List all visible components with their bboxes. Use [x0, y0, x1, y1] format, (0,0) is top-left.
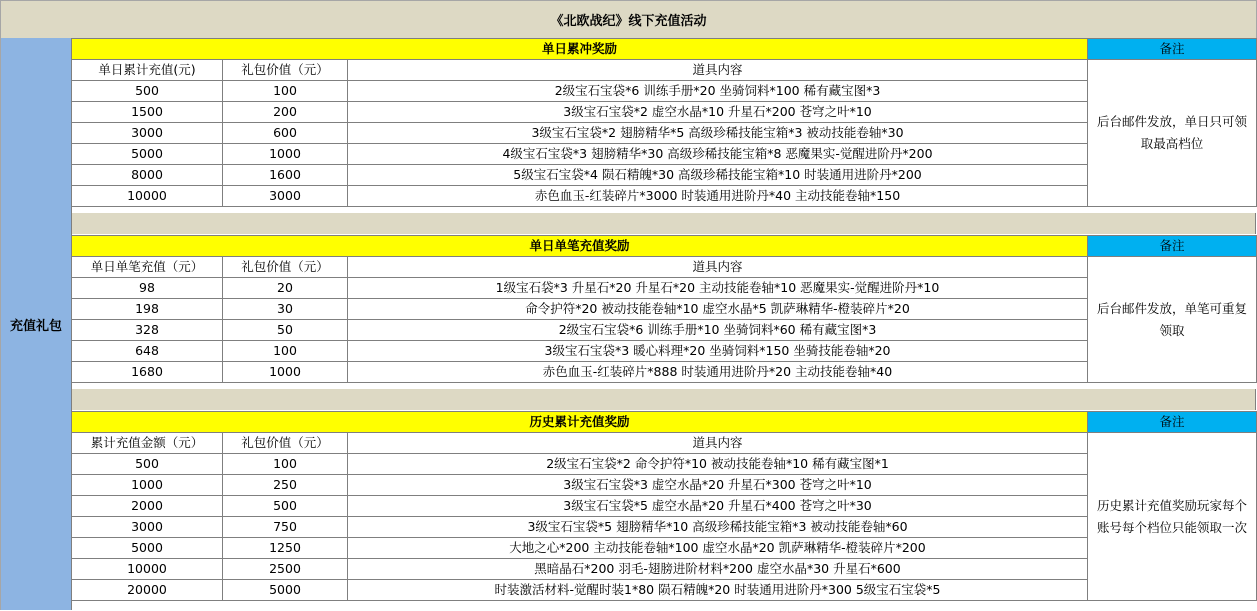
section-title[interactable]: 单日累冲奖励 — [72, 39, 1088, 60]
cell-value[interactable]: 3000 — [223, 186, 348, 207]
cell-value[interactable]: 50 — [223, 320, 348, 341]
table-row — [72, 320, 1257, 341]
cell-amount[interactable]: 2000 — [72, 496, 223, 517]
cell-amount[interactable]: 1680 — [72, 362, 223, 383]
cell-items[interactable]: 2级宝石宝袋*6 训练手册*20 坐骑饲料*100 稀有藏宝图*3 — [348, 81, 1088, 102]
column-header[interactable]: 礼包价值（元） — [223, 257, 348, 278]
spacer-row — [71, 213, 1256, 234]
cell-items[interactable]: 3级宝石宝袋*2 翅膀精华*5 高级珍稀技能宝箱*3 被动技能卷轴*30 — [348, 123, 1088, 144]
note-cell[interactable]: 历史累计充值奖励玩家每个账号每个档位只能领取一次 — [1088, 433, 1257, 601]
note-cell[interactable]: 后台邮件发放，单笔可重复领取 — [1088, 257, 1257, 383]
column-header[interactable]: 道具内容 — [348, 60, 1088, 81]
column-header[interactable]: 道具内容 — [348, 257, 1088, 278]
cell-items[interactable]: 5级宝石宝袋*4 陨石精魄*30 高级珍稀技能宝箱*10 时装通用进阶丹*200 — [348, 165, 1088, 186]
cell-value[interactable]: 1250 — [223, 538, 348, 559]
table-row — [72, 580, 1257, 601]
cell-amount[interactable]: 5000 — [72, 144, 223, 165]
table-row — [72, 123, 1257, 144]
table-row — [72, 278, 1257, 299]
table-row — [72, 559, 1257, 580]
page-title[interactable]: 《北欧战纪》线下充值活动 — [0, 0, 1257, 39]
cell-amount[interactable]: 8000 — [72, 165, 223, 186]
cell-value[interactable]: 100 — [223, 81, 348, 102]
cell-amount[interactable]: 98 — [72, 278, 223, 299]
note-header[interactable]: 备注 — [1088, 236, 1257, 257]
cell-items[interactable]: 大地之心*200 主动技能卷轴*100 虚空水晶*20 凯萨琳精华-橙装碎片*200 — [348, 538, 1088, 559]
cell-amount[interactable]: 1500 — [72, 102, 223, 123]
column-header[interactable]: 道具内容 — [348, 433, 1088, 454]
cell-amount[interactable]: 500 — [72, 454, 223, 475]
cell-items[interactable]: 3级宝石宝袋*2 虚空水晶*10 升星石*200 苍穹之叶*10 — [348, 102, 1088, 123]
table-row — [72, 517, 1257, 538]
cell-items[interactable]: 3级宝石宝袋*5 虚空水晶*20 升星石*400 苍穹之叶*30 — [348, 496, 1088, 517]
cell-amount[interactable]: 10000 — [72, 559, 223, 580]
column-header[interactable]: 单日单笔充值（元） — [72, 257, 223, 278]
table-row — [72, 102, 1257, 123]
cell-items[interactable]: 命令护符*20 被动技能卷轴*10 虚空水晶*5 凯萨琳精华-橙装碎片*20 — [348, 299, 1088, 320]
cell-value[interactable]: 5000 — [223, 580, 348, 601]
cell-items[interactable]: 赤色血玉-红装碎片*888 时装通用进阶丹*20 主动技能卷轴*40 — [348, 362, 1088, 383]
cell-value[interactable]: 1600 — [223, 165, 348, 186]
cell-amount[interactable]: 328 — [72, 320, 223, 341]
cell-value[interactable]: 1000 — [223, 362, 348, 383]
section-single-recharge — [71, 235, 1256, 383]
cell-amount[interactable]: 1000 — [72, 475, 223, 496]
cell-value[interactable]: 250 — [223, 475, 348, 496]
column-header[interactable]: 累计充值金额（元） — [72, 433, 223, 454]
cell-value[interactable]: 750 — [223, 517, 348, 538]
note-header[interactable]: 备注 — [1088, 39, 1257, 60]
cell-value[interactable]: 20 — [223, 278, 348, 299]
note-header[interactable]: 备注 — [1088, 412, 1257, 433]
spacer-row — [71, 389, 1256, 410]
cell-amount[interactable]: 20000 — [72, 580, 223, 601]
table-row — [72, 475, 1257, 496]
cell-amount[interactable]: 198 — [72, 299, 223, 320]
cell-amount[interactable]: 500 — [72, 81, 223, 102]
side-category-label[interactable]: 充值礼包 — [0, 38, 72, 610]
cell-items[interactable]: 4级宝石宝袋*3 翅膀精华*30 高级珍稀技能宝箱*8 恶魔果实-觉醒进阶丹*200 — [348, 144, 1088, 165]
cell-items[interactable]: 1级宝石袋*3 升星石*20 升星石*20 主动技能卷轴*10 恶魔果实-觉醒进阶丹*10 — [348, 278, 1088, 299]
cell-items[interactable]: 3级宝石宝袋*3 暖心料理*20 坐骑饲料*150 坐骑技能卷轴*20 — [348, 341, 1088, 362]
cell-amount[interactable]: 5000 — [72, 538, 223, 559]
cell-value[interactable]: 200 — [223, 102, 348, 123]
column-header[interactable]: 礼包价值（元） — [223, 433, 348, 454]
cell-items[interactable]: 时装激活材料-觉醒时装1*80 陨石精魄*20 时装通用进阶丹*300 5级宝石宝袋*5 — [348, 580, 1088, 601]
cell-amount[interactable]: 648 — [72, 341, 223, 362]
section-title[interactable]: 单日单笔充值奖励 — [72, 236, 1088, 257]
cell-items[interactable]: 赤色血玉-红装碎片*3000 时装通用进阶丹*40 主动技能卷轴*150 — [348, 186, 1088, 207]
section-history-cumulative — [71, 411, 1256, 601]
cell-value[interactable]: 100 — [223, 454, 348, 475]
cell-amount[interactable]: 10000 — [72, 186, 223, 207]
table-row — [72, 299, 1257, 320]
table-row — [72, 538, 1257, 559]
cell-items[interactable]: 3级宝石宝袋*3 虚空水晶*20 升星石*300 苍穹之叶*10 — [348, 475, 1088, 496]
cell-amount[interactable]: 3000 — [72, 517, 223, 538]
cell-items[interactable]: 黑暗晶石*200 羽毛-翅膀进阶材料*200 虚空水晶*30 升星石*600 — [348, 559, 1088, 580]
table-row — [72, 362, 1257, 383]
cell-value[interactable]: 30 — [223, 299, 348, 320]
cell-items[interactable]: 3级宝石宝袋*5 翅膀精华*10 高级珍稀技能宝箱*3 被动技能卷轴*60 — [348, 517, 1088, 538]
note-cell[interactable]: 后台邮件发放，单日只可领取最高档位 — [1088, 60, 1257, 207]
cell-value[interactable]: 600 — [223, 123, 348, 144]
table-row — [72, 165, 1257, 186]
cell-value[interactable]: 100 — [223, 341, 348, 362]
cell-value[interactable]: 1000 — [223, 144, 348, 165]
column-header[interactable]: 礼包价值（元） — [223, 60, 348, 81]
table-row — [72, 341, 1257, 362]
cell-value[interactable]: 2500 — [223, 559, 348, 580]
table-row — [72, 496, 1257, 517]
cell-items[interactable]: 2级宝石宝袋*6 训练手册*10 坐骑饲料*60 稀有藏宝图*3 — [348, 320, 1088, 341]
cell-items[interactable]: 2级宝石宝袋*2 命令护符*10 被动技能卷轴*10 稀有藏宝图*1 — [348, 454, 1088, 475]
column-header[interactable]: 单日累计充值(元) — [72, 60, 223, 81]
table-row — [72, 144, 1257, 165]
table-row — [72, 81, 1257, 102]
cell-amount[interactable]: 3000 — [72, 123, 223, 144]
table-row — [72, 454, 1257, 475]
cell-value[interactable]: 500 — [223, 496, 348, 517]
table-row — [72, 186, 1257, 207]
section-title[interactable]: 历史累计充值奖励 — [72, 412, 1088, 433]
section-daily-cumulative — [71, 38, 1256, 207]
